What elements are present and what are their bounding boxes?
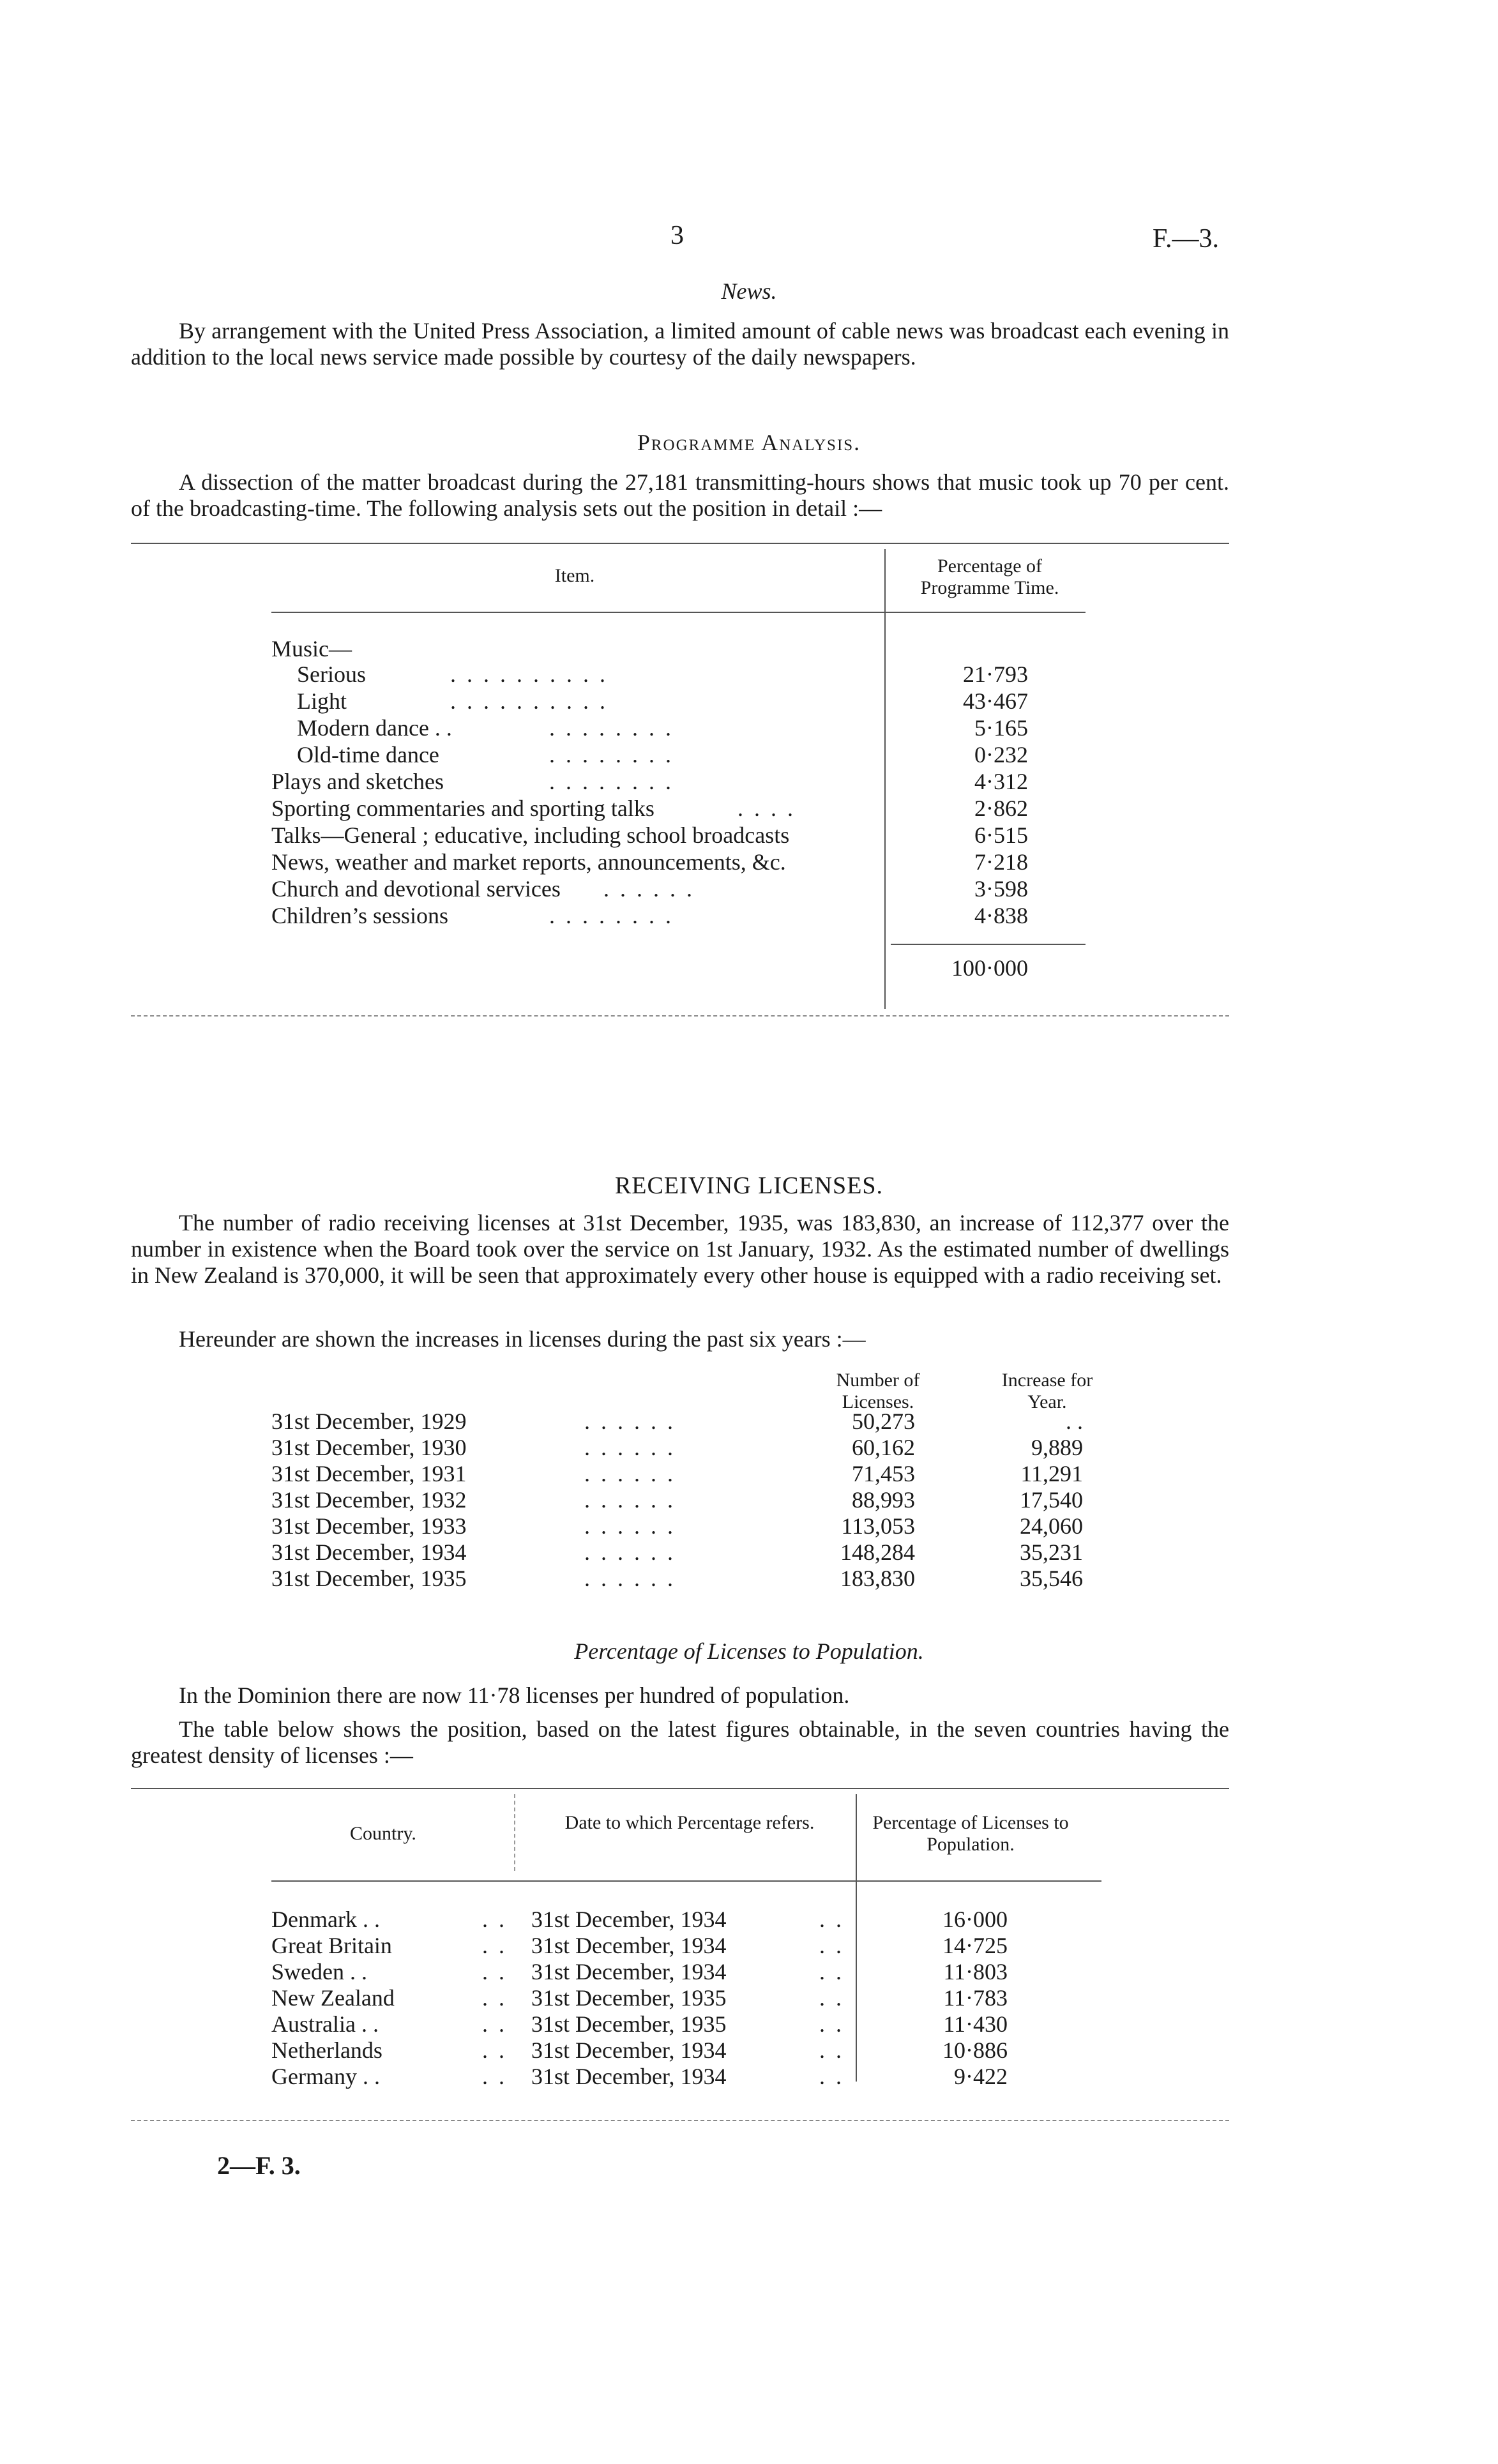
country-name: Australia . . — [271, 2011, 379, 2037]
license-number: 60,162 — [852, 1435, 915, 1460]
leader-dots: . . . . . . . . . . — [450, 661, 608, 687]
license-increase: 35,546 — [1020, 1566, 1083, 1591]
leader-dots: . . . . — [738, 796, 796, 821]
leader-dots: . . . . . . — [584, 1461, 676, 1486]
leader-dots: . . — [482, 1959, 507, 1984]
license-row — [0, 1565, 1498, 1592]
programme-paragraph: A dissection of the matter broadcast during the 27,181 transmitting-hours shows that music took up 70 per cent. of the broadcasting-time. The following analysis sets out the position in detail :— — [131, 469, 1229, 521]
news-heading: News. — [721, 278, 777, 304]
leader-dots: . . . . . . — [584, 1566, 676, 1591]
country-row — [0, 1906, 1498, 1933]
country-percentage: 11·430 — [943, 2011, 1008, 2037]
programme-percentage: 3·598 — [974, 876, 1028, 902]
programme-percentage: 2·862 — [974, 796, 1028, 821]
leader-dots: . . — [482, 1907, 507, 1932]
country-percentage: 14·725 — [942, 1933, 1008, 1958]
license-increase: . . — [1066, 1409, 1083, 1434]
col-header-pop-percentage: Percentage of Licenses to Population. — [872, 1812, 1069, 1855]
col-header-date: Date to which Percentage refers. — [564, 1812, 815, 1833]
leader-dots: . . . . . . . . — [549, 742, 674, 767]
country-date: 31st December, 1935 — [531, 2011, 727, 2037]
country-name: Germany . . — [271, 2064, 380, 2089]
license-row — [0, 1460, 1498, 1487]
country-date: 31st December, 1935 — [531, 1985, 727, 2011]
leader-dots: . . — [482, 2011, 507, 2037]
programme-percentage: 5·165 — [974, 715, 1028, 741]
license-row — [0, 1486, 1498, 1513]
programme-item: Talks—General ; educative, including school broadcasts — [271, 822, 790, 848]
leader-dots: . . — [482, 2037, 507, 2063]
license-row — [0, 1539, 1498, 1566]
country-date: 31st December, 1934 — [531, 2037, 727, 2063]
programme-percentage: 0·232 — [974, 742, 1028, 767]
programme-percentage: 4·838 — [974, 903, 1028, 928]
leader-dots: . . . . . . — [584, 1409, 676, 1434]
license-date: 31st December, 1929 — [271, 1409, 467, 1434]
license-increase: 35,231 — [1020, 1539, 1083, 1565]
license-row — [0, 1408, 1498, 1435]
programme-item: Light — [297, 688, 347, 714]
license-number: 50,273 — [852, 1409, 915, 1434]
license-number: 113,053 — [841, 1513, 915, 1539]
license-number: 148,284 — [840, 1539, 915, 1565]
country-percentage: 11·783 — [943, 1985, 1008, 2011]
leader-dots: . . . . . . — [584, 1539, 676, 1565]
programme-item: Modern dance . . — [297, 715, 452, 741]
licenses-heading: RECEIVING LICENSES. — [614, 1172, 884, 1199]
country-row — [0, 1958, 1498, 1985]
programme-percentage: 43·467 — [963, 688, 1028, 714]
programme-row — [0, 688, 1498, 714]
programme-percentage: 7·218 — [974, 849, 1028, 875]
country-name: Denmark . . — [271, 1907, 380, 1932]
programme-row — [0, 849, 1498, 875]
country-row — [0, 2011, 1498, 2037]
license-increase: 9,889 — [1031, 1435, 1083, 1460]
population-paragraph: In the Dominion there are now 11·78 licenses per hundred of population. — [179, 1682, 850, 1708]
programme-item: Serious — [297, 661, 366, 687]
country-name: New Zealand — [271, 1985, 395, 2011]
license-number: 71,453 — [852, 1461, 915, 1486]
leader-dots: . . — [819, 1959, 844, 1984]
license-date: 31st December, 1933 — [271, 1513, 467, 1539]
country-percentage: 9·422 — [954, 2064, 1008, 2089]
programme-row — [0, 768, 1498, 795]
country-date: 31st December, 1934 — [531, 2064, 727, 2089]
col-header-increase: Increase for Year. — [1001, 1370, 1093, 1412]
license-row — [0, 1513, 1498, 1539]
country-date: 31st December, 1934 — [531, 1959, 727, 1984]
leader-dots: . . — [482, 1985, 507, 2011]
programme-heading: Programme Analysis. — [637, 430, 861, 455]
col-header-country: Country. — [350, 1823, 416, 1844]
programme-item: Children’s sessions — [271, 903, 449, 928]
country-row — [0, 2037, 1498, 2064]
leader-dots: . . — [819, 1985, 844, 2011]
country-percentage: 10·886 — [942, 2037, 1008, 2063]
leader-dots: . . . . . . — [584, 1487, 676, 1513]
leader-dots: . . . . . . . . — [549, 903, 674, 928]
country-row — [0, 1984, 1498, 2011]
leader-dots: . . — [482, 1933, 507, 1958]
license-increase: 11,291 — [1020, 1461, 1083, 1486]
license-date: 31st December, 1935 — [271, 1566, 467, 1591]
page-footer: 2—F. 3. — [217, 2151, 301, 2180]
country-name: Great Britain — [271, 1933, 392, 1958]
license-increase: 17,540 — [1020, 1487, 1083, 1513]
license-date: 31st December, 1932 — [271, 1487, 467, 1513]
leader-dots: . . . . . . — [584, 1435, 676, 1460]
leader-dots: . . — [819, 2011, 844, 2037]
leader-dots: . . . . . . . . . . — [450, 688, 608, 714]
leader-dots: . . — [819, 2037, 844, 2063]
leader-dots: . . . . . . . . — [549, 769, 674, 794]
license-increase: 24,060 — [1020, 1513, 1083, 1539]
programme-row — [0, 795, 1498, 822]
country-name: Netherlands — [271, 2037, 382, 2063]
page-reference: F.—3. — [1153, 224, 1219, 253]
col-header-percentage: Percentage of Programme Time. — [920, 556, 1059, 598]
licenses-table — [0, 1408, 1498, 1599]
programme-row — [0, 875, 1498, 902]
country-row — [0, 1932, 1498, 1959]
population-paragraph-2: The table below shows the position, based on the latest figures obtainable, in the seven countries having the greatest density of licenses :— — [131, 1716, 1229, 1768]
col-header-number: Number of Licenses. — [836, 1370, 920, 1412]
programme-item: News, weather and market reports, announcements, &c. — [271, 849, 786, 875]
population-heading: Percentage of Licenses to Population. — [574, 1638, 924, 1664]
country-percentage: 16·000 — [942, 1907, 1008, 1932]
programme-item: Sporting commentaries and sporting talks — [271, 796, 654, 821]
programme-row — [0, 741, 1498, 768]
col-header-item: Item. — [554, 565, 595, 586]
leader-dots: . . . . . . . . — [549, 715, 674, 741]
country-date: 31st December, 1934 — [531, 1933, 727, 1958]
leader-dots: . . — [819, 1933, 844, 1958]
programme-percentage: 21·793 — [963, 661, 1028, 687]
programme-row — [0, 822, 1498, 849]
country-date: 31st December, 1934 — [531, 1907, 727, 1932]
license-date: 31st December, 1931 — [271, 1461, 467, 1486]
license-number: 183,830 — [840, 1566, 915, 1591]
leader-dots: . . — [482, 2064, 507, 2089]
leader-dots: . . — [819, 1907, 844, 1932]
programme-total: 100·000 — [951, 955, 1028, 981]
news-paragraph: By arrangement with the United Press Association, a limited amount of cable news was broadcast each evening in addition to the local news service made possible by courtesy of the daily newspapers. — [131, 318, 1229, 370]
music-group-label: Music— — [271, 636, 352, 661]
license-date: 31st December, 1934 — [271, 1539, 467, 1565]
country-name: Sweden . . — [271, 1959, 367, 1984]
programme-percentage: 6·515 — [974, 822, 1028, 848]
programme-item: Church and devotional services — [271, 876, 561, 902]
country-row — [0, 2063, 1498, 2090]
license-row — [0, 1434, 1498, 1461]
licenses-paragraph: The number of radio receiving licenses at 31st December, 1935, was 183,830, an increase of 112,377 over the number in existence when the Board took over the service on 1st January, 1932. As the estimated number of dwellings in New Zealand is 370,000, it will be seen that approximately every other house is equipped with a radio receiving set. — [131, 1210, 1229, 1288]
programme-item: Old-time dance — [297, 742, 439, 767]
programme-row — [0, 661, 1498, 688]
country-percentage: 11·803 — [943, 1959, 1008, 1984]
leader-dots: . . . . . . — [603, 876, 695, 902]
programme-percentage: 4·312 — [974, 769, 1028, 794]
programme-row — [0, 902, 1498, 929]
page-number: 3 — [670, 221, 684, 250]
license-number: 88,993 — [852, 1487, 915, 1513]
leader-dots: . . — [819, 2064, 844, 2089]
license-date: 31st December, 1930 — [271, 1435, 467, 1460]
programme-item: Plays and sketches — [271, 769, 444, 794]
leader-dots: . . . . . . — [584, 1513, 676, 1539]
licenses-paragraph-2: Hereunder are shown the increases in licenses during the past six years :— — [179, 1326, 866, 1352]
programme-row — [0, 714, 1498, 741]
